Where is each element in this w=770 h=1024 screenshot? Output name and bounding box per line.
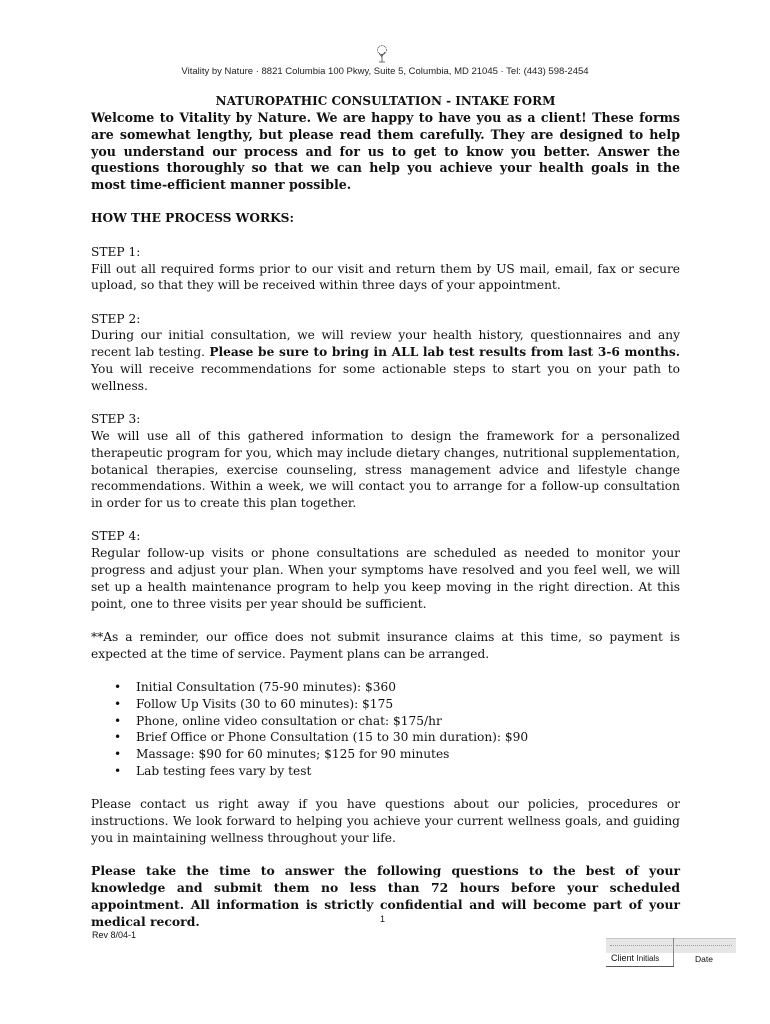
- step-3-text: We will use all of this gathered information to design the framework for a personalized therapeutic program for you, which may include dietary changes, nutritional supplementation, botanical therapies, exercise counseling, stress management advice and lifestyle change recommendations. Within a week, we will contact you to arrange for a follow-up consultation in order for us to create this plan together.: [91, 428, 680, 511]
- fee-list: [91, 679, 680, 780]
- step-1-label: STEP 1:: [91, 244, 141, 259]
- process-heading: HOW THE PROCESS WORKS:: [91, 211, 294, 226]
- step-4-text: Regular follow-up visits or phone consultations are scheduled as needed to monitor your progress and adjust your plan. When your symptoms have resolved and you feel well, we will set up a health maintenance program to help you keep moving in the right direction. At this point, one to three visits per year should be sufficient.: [91, 546, 680, 611]
- step-1-text: Fill out all required forms prior to our visit and return them by US mail, email, fax or secure upload, so that they will be received within three days of your appointment.: [91, 261, 680, 293]
- tree-logo-icon: [374, 44, 390, 64]
- date-label: Date: [695, 954, 713, 964]
- fee-item: • Phone, online video consultation or chat: $175/hr: [91, 713, 680, 730]
- step-4-label: STEP 4:: [91, 529, 141, 544]
- step-2-text-outro: You will receive recommendations for some actionable steps to start you on your path to wellness.: [91, 362, 680, 393]
- initials-label-text: Initials: [636, 954, 660, 963]
- welcome-paragraph: Welcome to Vitality by Nature. We are happy to have you as a client! These forms are somewhat lengthy, but please read them carefully. They are designed to help you understand our process and for us to get to know you better. Answer the questions thoroughly so that we can help you achieve your health goals in the most time-efficient manner possible.: [91, 110, 680, 193]
- fee-item: • Massage: $90 for 60 minutes; $125 for 90 minutes: [91, 746, 680, 763]
- payment-reminder: **As a reminder, our office does not submit insurance claims at this time, so payment is expected at the time of service. Payment plans can be arranged.: [91, 629, 680, 661]
- fee-item: • Brief Office or Phone Consultation (15 to 30 min duration): $90: [91, 729, 680, 746]
- initials-underline: [606, 966, 674, 967]
- client-initials-label: [611, 953, 659, 963]
- form-title: NATUROPATHIC CONSULTATION - INTAKE FORM: [215, 94, 556, 108]
- step-2-label: STEP 2:: [91, 311, 141, 326]
- client-label-text: Client: [611, 953, 635, 963]
- page-number: 1: [380, 914, 386, 924]
- final-notice: Please take the time to answer the following questions to the best of your knowledge and submit them no less than 72 hours before your scheduled appointment. All information is strictly confidential and will become part of your medical record.: [91, 863, 680, 929]
- fee-item: • Follow Up Visits (30 to 60 minutes): $175: [91, 696, 680, 713]
- step-2-lab-notice: Please be sure to bring in ALL lab test results from last 3-6 months.: [209, 345, 680, 360]
- fee-item: • Lab testing fees vary by test: [91, 763, 680, 780]
- step-2-text: [91, 327, 680, 394]
- letterhead-address: Vitality by Nature · 8821 Columbia 100 Pkwy, Suite 5, Columbia, MD 21045 · Tel: (443) 598-2454: [181, 66, 589, 77]
- step-2-text-intro: During our initial consultation, we will review your health history, questionnaires and any recent lab testing.: [91, 328, 680, 360]
- client-initials-field[interactable]: [606, 938, 736, 953]
- step-3-label: STEP 3:: [91, 412, 141, 427]
- contact-paragraph: Please contact us right away if you have questions about our policies, procedures or instructions. We look forward to helping you achieve your current wellness goals, and guiding you in maintaining wellness throughout your life.: [91, 797, 680, 845]
- document-body: [91, 92, 680, 930]
- revision-label: Rev 8/04-1: [92, 930, 137, 940]
- initials-date-divider: [673, 938, 674, 966]
- fee-item: • Initial Consultation (75-90 minutes): $360: [91, 679, 680, 696]
